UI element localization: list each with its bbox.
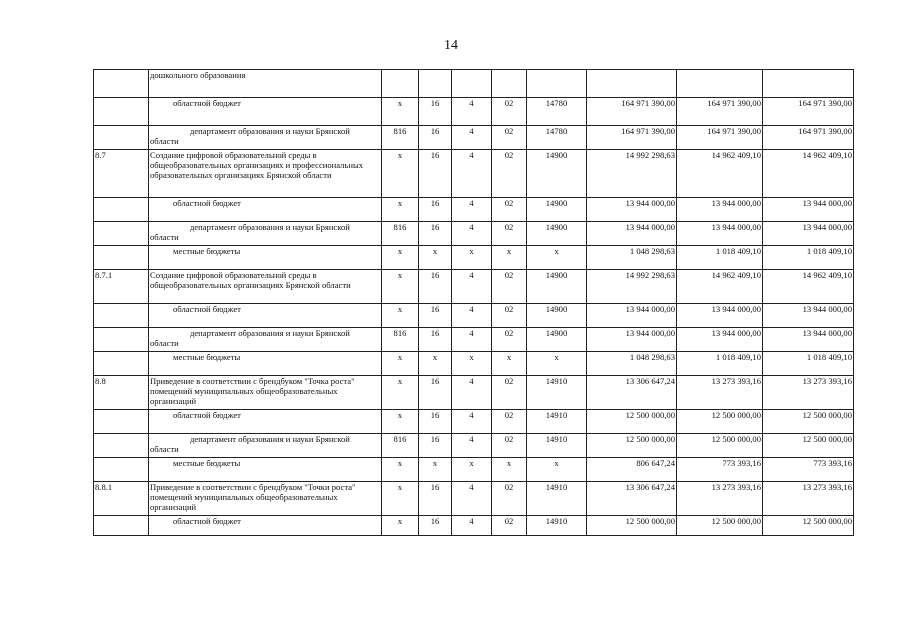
code-cell: 16 (419, 126, 452, 150)
code-cell: 16 (419, 434, 452, 458)
code-cell: х (492, 458, 527, 482)
table-row (94, 434, 854, 458)
code-cell: 14900 (527, 328, 587, 352)
code-cell: 4 (452, 304, 492, 328)
amount-cell: 14 992 298,63 (587, 270, 677, 304)
code-cell: 02 (492, 150, 527, 198)
code-cell: 4 (452, 98, 492, 126)
code-cell (492, 70, 527, 98)
item-number: 8.7 (94, 150, 149, 198)
amount-cell: 13 944 000,00 (763, 222, 854, 246)
amount-cell: 773 393,16 (763, 458, 854, 482)
code-cell: 14910 (527, 434, 587, 458)
table-row (94, 516, 854, 536)
amount-cell: 12 500 000,00 (677, 410, 763, 434)
item-name: Создание цифровой образовательной среды в общеобразовательных организациях и профессиональных образовательных организациях Брянской области (149, 150, 382, 198)
amount-cell: 1 018 409,10 (677, 246, 763, 270)
item-number (94, 98, 149, 126)
code-cell (527, 70, 587, 98)
item-name: департамент образования и науки Брянской области (149, 126, 382, 150)
item-number (94, 222, 149, 246)
amount-cell: 1 018 409,10 (763, 352, 854, 376)
code-cell: х (419, 458, 452, 482)
code-cell: х (452, 352, 492, 376)
amount-cell: 13 944 000,00 (677, 222, 763, 246)
code-cell: 02 (492, 434, 527, 458)
item-number (94, 198, 149, 222)
item-name: Создание цифровой образовательной среды в общеобразовательных организациях Брянской области (149, 270, 382, 304)
code-cell: 14910 (527, 516, 587, 536)
item-number (94, 246, 149, 270)
code-cell (452, 70, 492, 98)
amount-cell: 164 971 390,00 (677, 126, 763, 150)
amount-cell: 12 500 000,00 (587, 434, 677, 458)
amount-cell: 14 962 409,10 (677, 270, 763, 304)
code-cell: 4 (452, 222, 492, 246)
code-cell: 02 (492, 410, 527, 434)
item-number (94, 304, 149, 328)
code-cell: 14900 (527, 270, 587, 304)
item-name: дошкольного образования (149, 70, 382, 98)
code-cell: 4 (452, 434, 492, 458)
code-cell: 16 (419, 516, 452, 536)
item-number (94, 126, 149, 150)
table-row (94, 410, 854, 434)
code-cell: 14900 (527, 222, 587, 246)
code-cell: 4 (452, 328, 492, 352)
code-cell: 4 (452, 482, 492, 516)
code-cell: х (452, 458, 492, 482)
amount-cell: 13 944 000,00 (763, 304, 854, 328)
code-cell: х (527, 458, 587, 482)
item-number (94, 328, 149, 352)
item-name: Приведение в соответствии с брендбуком "Точка роста" помещений муниципальных общеобразовательных организаций (149, 376, 382, 410)
code-cell: х (382, 410, 419, 434)
amount-cell: 13 944 000,00 (587, 328, 677, 352)
item-name: департамент образования и науки Брянской области (149, 222, 382, 246)
item-name: областной бюджет (149, 516, 382, 536)
amount-cell: 13 944 000,00 (587, 198, 677, 222)
code-cell: 16 (419, 150, 452, 198)
table-row (94, 270, 854, 304)
table-row (94, 222, 854, 246)
code-cell: х (382, 458, 419, 482)
code-cell: 4 (452, 198, 492, 222)
amount-cell: 13 944 000,00 (763, 198, 854, 222)
code-cell: 4 (452, 516, 492, 536)
code-cell: 14900 (527, 150, 587, 198)
amount-cell: 12 500 000,00 (763, 434, 854, 458)
code-cell (419, 70, 452, 98)
table-body (94, 70, 854, 536)
code-cell: х (419, 352, 452, 376)
item-name: областной бюджет (149, 98, 382, 126)
code-cell: 816 (382, 126, 419, 150)
code-cell: 02 (492, 376, 527, 410)
table-row (94, 246, 854, 270)
code-cell: 02 (492, 198, 527, 222)
code-cell: 14910 (527, 376, 587, 410)
amount-cell: 13 944 000,00 (677, 198, 763, 222)
table-row (94, 304, 854, 328)
code-cell: х (382, 352, 419, 376)
item-name: департамент образования и науки Брянской области (149, 434, 382, 458)
code-cell: 16 (419, 198, 452, 222)
item-number: 8.8 (94, 376, 149, 410)
table-row (94, 376, 854, 410)
code-cell: 02 (492, 328, 527, 352)
code-cell: х (382, 198, 419, 222)
amount-cell: 1 048 298,63 (587, 352, 677, 376)
amount-cell: 12 500 000,00 (587, 410, 677, 434)
amount-cell: 164 971 390,00 (763, 126, 854, 150)
table-row (94, 150, 854, 198)
amount-cell: 14 962 409,10 (763, 150, 854, 198)
code-cell: 16 (419, 482, 452, 516)
item-name: областной бюджет (149, 304, 382, 328)
item-number (94, 70, 149, 98)
code-cell: 16 (419, 328, 452, 352)
code-cell: х (382, 270, 419, 304)
amount-cell (763, 70, 854, 98)
code-cell: х (382, 246, 419, 270)
item-number (94, 410, 149, 434)
code-cell: х (452, 246, 492, 270)
page-number: 14 (444, 38, 458, 53)
code-cell: 02 (492, 126, 527, 150)
item-name: Приведение в соответствии с брендбуком "Точки роста" помещений муниципальных общеобразовательных организаций (149, 482, 382, 516)
amount-cell (587, 70, 677, 98)
amount-cell: 13 273 393,16 (763, 376, 854, 410)
code-cell: х (419, 246, 452, 270)
amount-cell: 164 971 390,00 (677, 98, 763, 126)
code-cell: 02 (492, 270, 527, 304)
item-number (94, 458, 149, 482)
code-cell: 14900 (527, 304, 587, 328)
code-cell: 14900 (527, 198, 587, 222)
amount-cell: 13 306 647,24 (587, 376, 677, 410)
amount-cell: 164 971 390,00 (587, 126, 677, 150)
item-name: местные бюджеты (149, 352, 382, 376)
table-row (94, 458, 854, 482)
code-cell: 14780 (527, 98, 587, 126)
code-cell (382, 70, 419, 98)
code-cell: 4 (452, 376, 492, 410)
item-name: местные бюджеты (149, 246, 382, 270)
amount-cell: 13 273 393,16 (677, 482, 763, 516)
code-cell: 02 (492, 98, 527, 126)
code-cell: 816 (382, 222, 419, 246)
amount-cell: 1 048 298,63 (587, 246, 677, 270)
amount-cell (677, 70, 763, 98)
amount-cell: 13 944 000,00 (677, 328, 763, 352)
amount-cell: 13 273 393,16 (763, 482, 854, 516)
amount-cell: 13 306 647,24 (587, 482, 677, 516)
code-cell: х (527, 246, 587, 270)
item-number: 8.8.1 (94, 482, 149, 516)
amount-cell: 12 500 000,00 (763, 516, 854, 536)
table-row (94, 198, 854, 222)
amount-cell: 14 992 298,63 (587, 150, 677, 198)
code-cell: х (382, 150, 419, 198)
code-cell: 16 (419, 376, 452, 410)
amount-cell: 773 393,16 (677, 458, 763, 482)
table-row (94, 70, 854, 98)
code-cell: 816 (382, 328, 419, 352)
table-row (94, 126, 854, 150)
code-cell: 4 (452, 150, 492, 198)
table-row (94, 328, 854, 352)
code-cell: 14910 (527, 410, 587, 434)
amount-cell: 13 273 393,16 (677, 376, 763, 410)
code-cell: 02 (492, 482, 527, 516)
code-cell: х (382, 376, 419, 410)
amount-cell: 164 971 390,00 (587, 98, 677, 126)
code-cell: 14780 (527, 126, 587, 150)
amount-cell: 1 018 409,10 (677, 352, 763, 376)
amount-cell: 12 500 000,00 (587, 516, 677, 536)
code-cell: х (382, 516, 419, 536)
item-name: областной бюджет (149, 410, 382, 434)
amount-cell: 1 018 409,10 (763, 246, 854, 270)
amount-cell: 12 500 000,00 (677, 516, 763, 536)
item-number: 8.7.1 (94, 270, 149, 304)
amount-cell: 14 962 409,10 (763, 270, 854, 304)
code-cell: х (382, 482, 419, 516)
table-row (94, 482, 854, 516)
amount-cell: 13 944 000,00 (587, 304, 677, 328)
code-cell: 16 (419, 270, 452, 304)
code-cell: 02 (492, 516, 527, 536)
item-number (94, 516, 149, 536)
code-cell: 16 (419, 98, 452, 126)
code-cell: 16 (419, 222, 452, 246)
code-cell: 02 (492, 222, 527, 246)
budget-table (93, 69, 854, 536)
code-cell: х (382, 98, 419, 126)
amount-cell: 12 500 000,00 (763, 410, 854, 434)
item-number (94, 434, 149, 458)
code-cell: х (382, 304, 419, 328)
code-cell: 4 (452, 126, 492, 150)
code-cell: 4 (452, 410, 492, 434)
item-name: областной бюджет (149, 198, 382, 222)
amount-cell: 13 944 000,00 (677, 304, 763, 328)
table-row (94, 352, 854, 376)
code-cell: х (492, 352, 527, 376)
item-number (94, 352, 149, 376)
table-row (94, 98, 854, 126)
amount-cell: 806 647,24 (587, 458, 677, 482)
code-cell: 16 (419, 410, 452, 434)
code-cell: 16 (419, 304, 452, 328)
amount-cell: 12 500 000,00 (677, 434, 763, 458)
item-name: департамент образования и науки Брянской области (149, 328, 382, 352)
item-name: местные бюджеты (149, 458, 382, 482)
amount-cell: 14 962 409,10 (677, 150, 763, 198)
amount-cell: 164 971 390,00 (763, 98, 854, 126)
code-cell: 02 (492, 304, 527, 328)
code-cell: 4 (452, 270, 492, 304)
amount-cell: 13 944 000,00 (763, 328, 854, 352)
amount-cell: 13 944 000,00 (587, 222, 677, 246)
code-cell: 14910 (527, 482, 587, 516)
code-cell: х (527, 352, 587, 376)
code-cell: х (492, 246, 527, 270)
code-cell: 816 (382, 434, 419, 458)
